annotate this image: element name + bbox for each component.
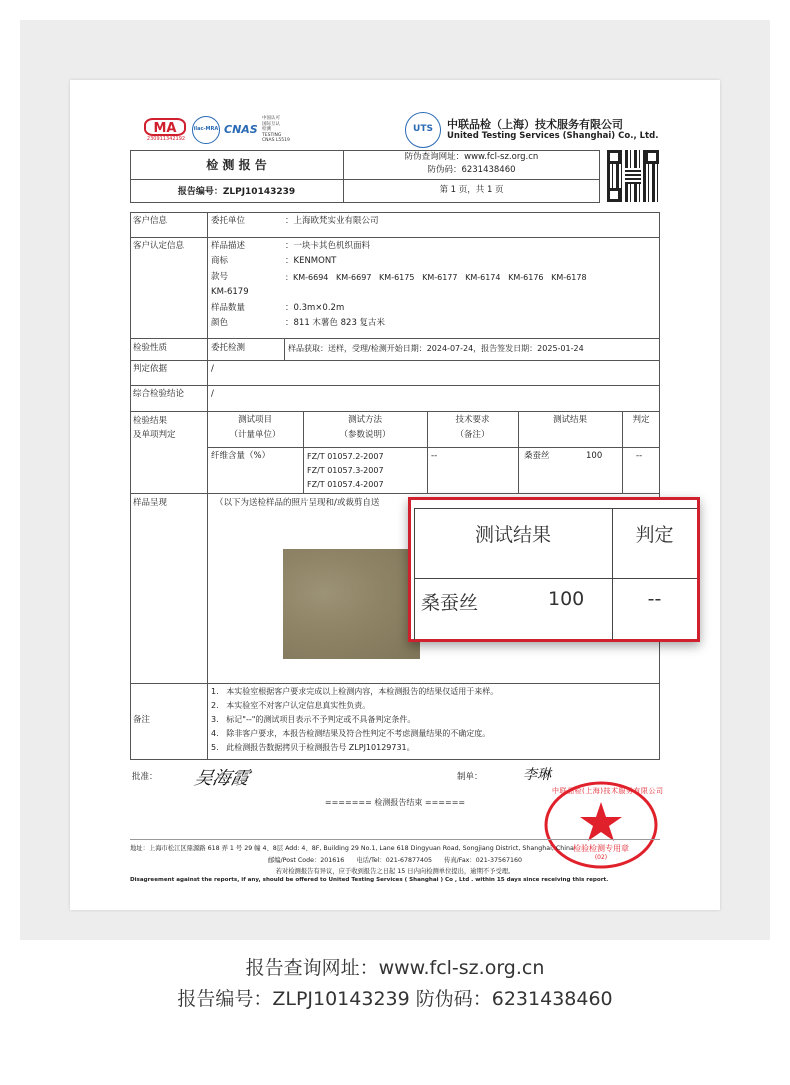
note-1: 1. 本实验室根据客户要求完成以上检测内容，本检测报告的结果仅适用于来样。 bbox=[211, 687, 499, 696]
method-3: FZ/T 01057.4-2007 bbox=[307, 480, 384, 489]
ilac-logo bbox=[192, 116, 220, 144]
sample-key-desc: 样品描述 bbox=[211, 241, 246, 251]
sample-photo bbox=[283, 549, 420, 659]
footer-number: 报告编号：ZLPJ10143239 防伪码：6231438460 bbox=[177, 988, 613, 1010]
nature-label: 检验性质 bbox=[133, 343, 168, 353]
sample-value-qty: ：0.3m×0.2m bbox=[285, 303, 345, 313]
result-fiber: 桑蚕丝 bbox=[524, 451, 550, 461]
sample-key-qty: 样品数量 bbox=[211, 303, 246, 313]
sample-value-desc: ：一块卡其色机织面料 bbox=[285, 241, 371, 251]
note-5: 5. 此检测报告数据拷贝于检测报告号 ZLPJ10129731。 bbox=[211, 743, 415, 752]
approve-signature: 吴海霞 bbox=[192, 768, 251, 789]
address-line-2: 邮编/Post Code：201616 电话/Tel：021-67877405 传真/Fax：021-37567160 bbox=[267, 857, 523, 864]
report-paper bbox=[70, 80, 720, 910]
uts-logo-text: UTS bbox=[413, 124, 433, 134]
note-4: 4. 除非客户要求，本报告检测结果及符合性判定不考虑测量结果的不确定度。 bbox=[211, 729, 491, 738]
client-value: ：上海欧梵实业有限公司 bbox=[285, 216, 379, 226]
zoom-fiber: 桑蚕丝 bbox=[421, 592, 479, 614]
nature-key: 委托检测 bbox=[211, 343, 246, 353]
col-item-1: 测试项目 bbox=[237, 415, 272, 425]
method-2: FZ/T 01057.3-2007 bbox=[307, 466, 384, 475]
report-end: ======= 检测报告结束 ====== bbox=[324, 798, 466, 807]
ilac-logo-text: ilac-MRA bbox=[193, 126, 219, 132]
page-number: 第 1 页，共 1 页 bbox=[439, 185, 504, 195]
basis-label: 判定依据 bbox=[133, 364, 168, 374]
note-3: 3. 标记"--"的测试项目表示不予判定或不具备判定条件。 bbox=[211, 715, 416, 724]
col-judge: 判定 bbox=[632, 415, 650, 425]
zoom-judge: -- bbox=[647, 588, 662, 610]
report-title: 检 测 报 告 bbox=[206, 158, 267, 172]
result-value: 100 bbox=[586, 451, 603, 461]
sample-style-cont: KM-6179 bbox=[211, 287, 249, 297]
company-name-cn: 中联品检（上海）技术服务有限公司 bbox=[447, 118, 623, 131]
sample-key-style: 款号 bbox=[211, 272, 229, 282]
judge-value: -- bbox=[636, 451, 643, 461]
zoom-col-result: 测试结果 bbox=[474, 524, 551, 546]
sample-label: 客户认定信息 bbox=[133, 241, 185, 251]
result-label-1: 检验结果 bbox=[133, 416, 168, 426]
make-label: 制单： bbox=[457, 772, 483, 782]
verify-url: 防伪查询网址：www.fcl-sz.org.cn bbox=[404, 152, 539, 162]
seal-code: (02) bbox=[594, 854, 608, 861]
col-req-2: （备注） bbox=[455, 430, 490, 440]
verify-code: 防伪码：6231438460 bbox=[427, 165, 516, 175]
zoom-callout bbox=[408, 497, 700, 642]
zoom-col-judge: 判定 bbox=[635, 524, 674, 546]
sample-value-brand: ：KENMONT bbox=[285, 256, 337, 266]
seal-ring-text: 中联品检(上海)技术服务有限公司 bbox=[552, 787, 664, 795]
qr-code bbox=[607, 150, 659, 202]
col-method-1: 测试方法 bbox=[347, 415, 382, 425]
method-1: FZ/T 01057.2-2007 bbox=[307, 452, 384, 461]
uts-logo bbox=[405, 112, 441, 148]
company-name-en: United Testing Services (Shanghai) Co., Ltd. bbox=[447, 131, 659, 141]
report-number: 报告编号：ZLPJ10143239 bbox=[177, 187, 296, 197]
sample-value-color: ：811 木薯色 823 复古米 bbox=[285, 318, 386, 328]
col-item-2: （计量单位） bbox=[229, 430, 281, 440]
req-value: -- bbox=[431, 451, 438, 461]
address-line-3: 若对检测报告有异议，应于收到报告之日起 15 日内向检测单位提出，逾期不予受理。 bbox=[275, 868, 515, 875]
photo-note: （以下为送检样品的照片呈现和/或裁剪自送 bbox=[215, 498, 380, 508]
address-line-4: Disagreement against the reports, if any, should be offered to United Testing Services ( Shanghai ) Co , Ltd . within 15 days since receiving this report. bbox=[130, 877, 609, 883]
zoom-value: 100 bbox=[548, 588, 585, 610]
ma-logo-text: MA bbox=[144, 118, 186, 136]
conclusion-label: 综合检验结论 bbox=[133, 389, 185, 399]
sample-value-style: ：KM-6694 KM-6697 KM-6175 KM-6177 KM-6174 KM-6176 KM-6178 bbox=[285, 273, 587, 282]
ma-logo bbox=[142, 118, 190, 144]
cnas-logo-text: CNAS bbox=[224, 123, 258, 136]
sample-key-color: 颜色 bbox=[211, 318, 229, 328]
address-line-1: 地址：上海市松江区鼎源路 618 弄 1 号 29 幢 4、8层 Add: 4、8F, Building 29 No.1, Lane 618 Dingyuan Road, Songjiang District, Shanghai, China bbox=[130, 845, 574, 852]
basis-value: / bbox=[211, 364, 214, 374]
seal-bottom-text: 检验检测专用章 bbox=[573, 844, 629, 853]
cnas-text: 中国认可 国际互认 检测 TESTING CNAS L5519 bbox=[262, 116, 290, 143]
client-label: 客户信息 bbox=[133, 216, 168, 226]
footer-url: 报告查询网址：www.fcl-sz.org.cn bbox=[245, 957, 545, 979]
col-method-2: （参数说明） bbox=[339, 430, 391, 440]
make-signature: 李琳 bbox=[523, 767, 551, 783]
cnas-logo bbox=[224, 118, 260, 142]
conclusion-value: / bbox=[211, 389, 214, 399]
sample-key-brand: 商标 bbox=[211, 256, 229, 266]
nature-value: 样品获取：送样，受理/检测开始日期：2024-07-24，报告签发日期：2025-01-24 bbox=[288, 344, 584, 353]
ma-code: 230911342192 bbox=[146, 136, 186, 142]
note-2: 2. 本实验室不对客户认定信息真实性负责。 bbox=[211, 701, 371, 710]
col-req-1: 技术要求 bbox=[455, 415, 490, 425]
main-table bbox=[130, 212, 660, 760]
notes-label: 备注 bbox=[133, 715, 151, 725]
photo-label: 样品呈现 bbox=[133, 498, 168, 508]
result-label-2: 及单项判定 bbox=[133, 430, 176, 440]
col-result: 测试结果 bbox=[552, 415, 587, 425]
client-key: 委托单位 bbox=[211, 216, 246, 226]
item-fiber-content: 纤维含量（%） bbox=[211, 451, 271, 461]
approve-label: 批准： bbox=[132, 772, 158, 782]
